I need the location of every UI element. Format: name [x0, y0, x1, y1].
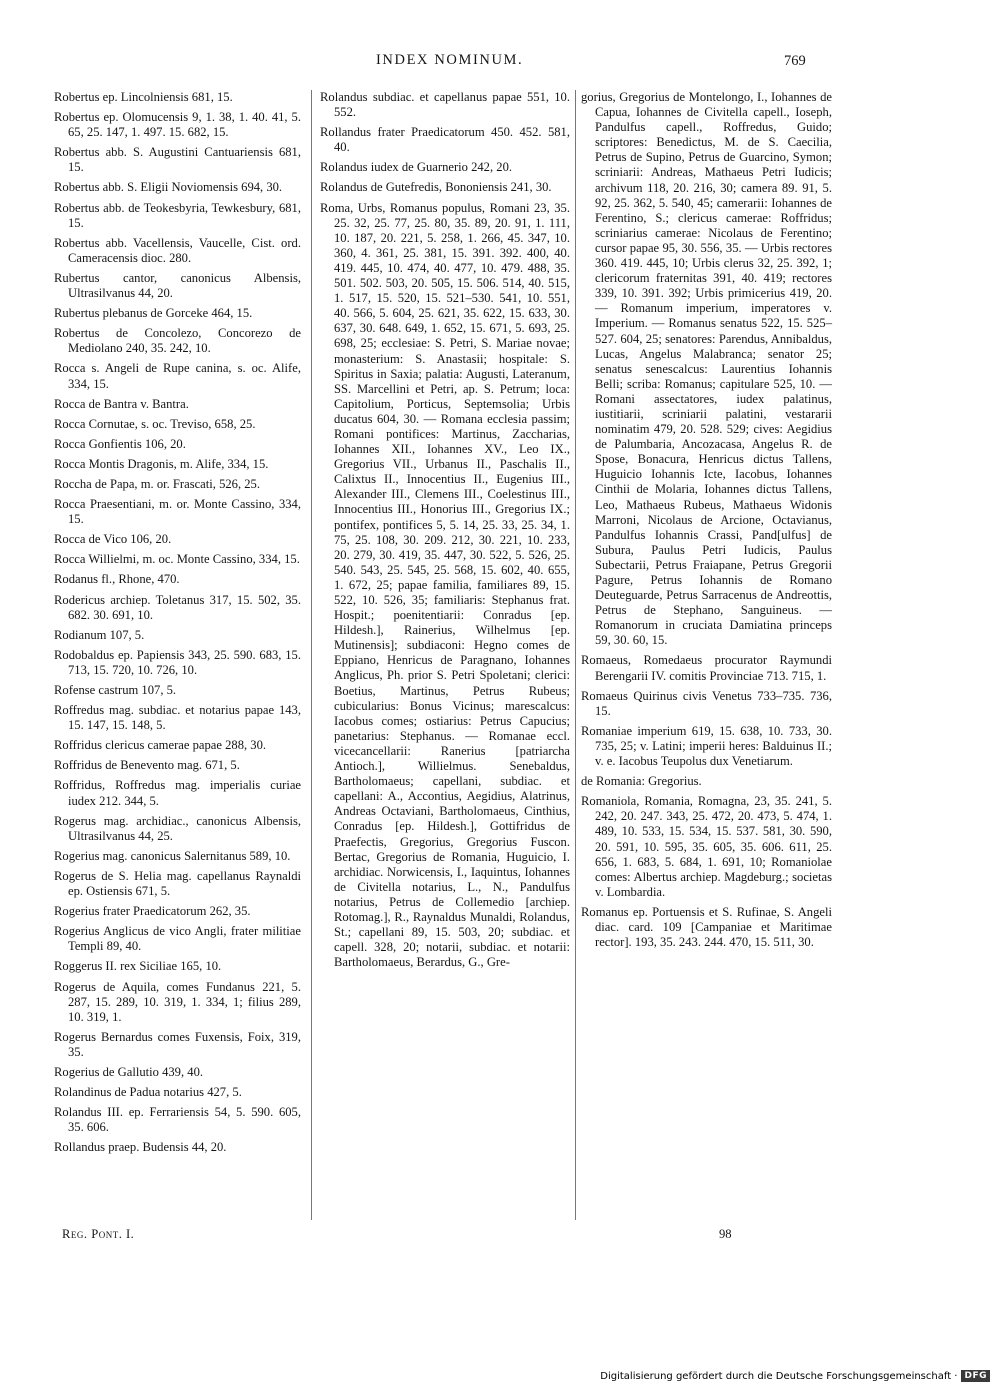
index-entry: Roccha de Papa, m. or. Frascati, 526, 25. [54, 476, 261, 491]
index-column-middle [320, 90, 570, 975]
index-entry: Robertus ep. Olomucensis 9, 1. 38, 1. 40. 41, 5. 65, 25. 147, 1. 497. 15. 682, 15. [54, 110, 301, 140]
index-entry: Rocca s. Angeli de Rupe canina, s. oc. Alife, 334, 15. [54, 361, 301, 391]
index-entry: Rubertus plebanus de Gorceke 464, 15. [54, 306, 253, 321]
index-entry: Rolandus iudex de Guarnerio 242, 20. [320, 160, 513, 175]
index-entry: Rogerius frater Praedicatorum 262, 35. [54, 904, 251, 919]
index-entry: Robertus abb. S. Augustini Cantuariensis 681, 15. [54, 145, 301, 175]
index-entry: Roffredus mag. subdiac. et notarius papae 143, 15. 147, 15. 148, 5. [54, 703, 301, 733]
index-column-right [581, 90, 832, 955]
gathering-signature: 98 [719, 1227, 732, 1241]
running-title: Reg. Pont. I. [62, 1227, 135, 1241]
index-entry: Rodericus archiep. Toletanus 317, 15. 502, 35. 682. 30. 691, 10. [54, 592, 301, 622]
index-entry: gorius, Gregorius de Montelongo, I., Iohannes de Capua, Iohannes de Civitella capell., Ioseph, Pandulfus capell., Roffredus, Guido; scriptores: Benedictus, M. de S. Caecilia, Petrus de Supino, Petrus de Guarcino, Symon; scriniarii: Andreas, Mathaeus Petri Iudicis; archivum 118, 20. 216, 30; camera 89. 91, 5. 92, 25. 362, 5. 540, 45; camerarii: Iohannes de Ferentino, S.; clericus camerae: Roffridus; scriniarius camerae: Nicolaus de Ferentino; cursor papae 95, 30. 556, 35. — Urbis rectores 360. 419. 445, 10; Urbis clerus 32, 25. 392, 1; clericorum fraternitas 391, 40. 419; rectores 339, 10. 391. 392; Urbis primicerius 419, 20. — Romanum imperium, imperatores v. Imperium. — Romanus senatus 522, 15. 525–527. 604, 25; senatores: Parendus, Annibaldus, Lucas, Angelus Malabranca; senator 25; senatus senescalcus: Laurentius Iohannis Belli; scriba: Romanus; capitulare 525, 10. — Romani assectatores, iudex palatinus, iustitiarii, scriniarii palatini, vestararii nominatim 479, 20. 528. 529; cives: Aegidius de Palumbaria, Ancozacasa, Angelus R. de Spose, Bonacura, Henricus dictus Tallens, Huguicio Iohannis Icte, Iacobus, Iohannes Cinthii de Molaria, Iohannes dictus Tallens, Leo, Mathaeus Rubeus, Mathaeus Widonis Marroni, Nicolaus de Arcione, Octavianus, Pandulfus Iohannis Crassi, Pand[ulfus] de Subura, Paulus Petri Iudicis, Paulus Subectarii, Petrus Fraiapane, Petrus Gregorii Pagure, Petrus Iohannis de Romano Deuteguarde, Petrus Sarracenus de Andreottis, Petrus de Stephano, Sanguineus. — Romanorum in cruciata Damiatina princeps 59, 30. 60, 15. [581, 90, 832, 648]
index-entry: Roffridus de Benevento mag. 671, 5. [54, 758, 240, 773]
index-entry: Romaeus Quirinus civis Venetus 733–735. 736, 15. [581, 688, 832, 718]
index-entry: Robertus de Concolezo, Concorezo de Mediolano 240, 35. 242, 10. [54, 326, 301, 356]
index-entry: Rogerius de Gallutio 439, 40. [54, 1064, 204, 1079]
index-entry: Romaniae imperium 619, 15. 638, 10. 733, 30. 735, 25; v. Latini; imperii heres: Balduinus II.; v. e. Iacobus Teupolus dux Venetiarum. [581, 723, 832, 769]
index-entry: Rogerius Anglicus de vico Angli, frater militiae Templi 89, 40. [54, 924, 301, 954]
index-entry: Rolandus de Gutefredis, Bononiensis 241, 30. [320, 180, 552, 195]
index-entry: Rocca de Vico 106, 20. [54, 532, 172, 547]
index-column-left [54, 90, 301, 1160]
index-entry: Rubertus cantor, canonicus Albensis, Ultrasilvanus 44, 20. [54, 270, 301, 301]
index-entry: de Romania: Gregorius. [581, 774, 702, 789]
index-entry: Rogerus Bernardus comes Fuxensis, Foix, 319, 35. [54, 1029, 301, 1059]
digitization-text: Digitalisierung gefördert durch die Deutsche Forschungsgemeinschaft · [600, 1370, 958, 1382]
index-entry: Rocca de Bantra v. Bantra. [54, 396, 189, 411]
index-entry: Rogerus de S. Helia mag. capellanus Raynaldi ep. Ostiensis 671, 5. [54, 868, 301, 899]
index-title: INDEX NOMINUM. [376, 52, 524, 68]
index-entry: Rolandinus de Padua notarius 427, 5. [54, 1085, 242, 1100]
index-entry: Rollandus praep. Budensis 44, 20. [54, 1140, 227, 1155]
column-divider [575, 90, 576, 1220]
index-entry: Rogerus de Aquila, comes Fundanus 221, 5. 287, 15. 289, 10. 319, 1. 334, 1; filius 289, 10. 319, 1. [54, 979, 301, 1024]
index-entry: Rogerus mag. archidiac., canonicus Albensis, Ultrasilvanus 44, 25. [54, 813, 301, 843]
index-entry: Rocca Gonfientis 106, 20. [54, 436, 186, 451]
index-entry: Rolandus III. ep. Ferrariensis 54, 5. 590. 605, 35. 606. [54, 1105, 301, 1135]
index-entry: Rogerius mag. canonicus Salernitanus 589, 10. [54, 848, 291, 863]
index-entry: Romaniola, Romania, Romagna, 23, 35. 241, 5. 242, 20. 247. 343, 25. 472, 20. 473, 5. 474, 1. 489, 10. 533, 15. 534, 15. 537. 581, 30. 590, 20. 591, 10. 595, 35. 605, 35. 606. 611, 25. 656, 1. 683, 5. 684, 1. 691, 10; Romaniolae comes: Albertus archiep. Magdeburg.; societas v. Lombardia. [581, 794, 832, 899]
index-entry: Robertus abb. de Teokesbyria, Tewkesbury, 681, 15. [54, 200, 301, 230]
index-entry: Rocca Cornutae, s. oc. Treviso, 658, 25. [54, 416, 256, 431]
index-entry: Roffridus, Roffredus mag. imperialis curiae iudex 212. 344, 5. [54, 778, 301, 808]
digitization-note [600, 1369, 990, 1383]
index-entry: Rolandus subdiac. et capellanus papae 551, 10. 552. [320, 90, 570, 120]
page-number: 769 [784, 53, 806, 69]
index-entry: Rocca Willielmi, m. oc. Monte Cassino, 334, 15. [54, 552, 300, 567]
index-entry: Rodobaldus ep. Papiensis 343, 25. 590. 683, 15. 713, 15. 720, 10. 726, 10. [54, 647, 301, 677]
page-header [0, 50, 1000, 74]
index-entry: Roma, Urbs, Romanus populus, Romani 23, 35. 25. 32, 25. 77, 25. 80, 35. 89, 20. 91, 1. 111, 10. 187, 20. 221, 5. 258, 1. 266, 45. 347, 10. 360, 4. 361, 25. 381, 15. 391. 392. 400, 40. 419. 445, 10. 474, 40. 477, 10. 479. 488, 35. 501. 502. 503, 20. 505, 15. 506. 514, 40. 515, 1. 517, 15. 520, 15. 521–530. 541, 10. 551, 40. 566, 5. 604, 25. 621, 35. 622, 15. 633, 30. 637, 30. 648. 649, 1. 652, 15. 671, 5. 693, 25. 698, 25; ecclesiae: S. Petri, S. Mariae novae; monasterium: S. Anastasii; hospitale: S. Spiritus in Saxia; palatia: Augusti, Lateranum, SS. Marcellini et Petri, ap. S. Petrum; loca: Capitolium, Porticus, Septemsolia; Urbis ducatus 604, 30. — Romana ecclesia passim; Romani pontifices: Martinus, Zaccharias, Iohannes XII., Iohannes XV., Leo IX., Gregorius VII., Urbanus II., Paschalis II., Calixtus II., Innocentius II., Eugenius III., Alexander III., Clemens III., Coelestinus III., Innocentius III., Honorius III., Gregorius IX.; pontifex, pontifices 5, 5. 14, 25. 33, 25. 34, 1. 75, 25. 108, 30. 209. 212, 30. 221, 10. 233, 20. 279, 30. 419, 35. 447, 30. 522, 5. 526, 25. 540. 543, 25. 545, 25. 568, 15. 602, 40. 655, 1. 672, 25; papae familia, familiares 89, 15. 522, 10. 526, 35; familiaris: Stephanus frat. Hospit.; poenitentiarii: Conradus [ep. Hildesh.], Rainerius, Wilhelmus [ep. Mutinensis]; subdiaconi: Hegno comes de Eppiano, Henricus de Paragnano, Iohannes Anglicus, Ph. prior S. Petri Spoletani; clerici: Boetius, Martinus, Petrus Rubeus; cubicularius: Bonus Vicinus; marescalcus: Iacobus comes; ostiarius: Petrus Capucius; panetarius: Stephanus. — Romanae eccl. vicecancellarii: Ranerius [patriarcha Antioch.], Willielmus. Senebaldus, Bartholomaeus; capellani, subdiac. et capellani: A., Accontius, Aegidius, Alatrinus, Andreas Octaviani, Bartholomaeus, Cinthius, Conradus [ep. Hildesh.], Gottifridus de Praefectis, Gregorius, Gregorius Fuscon. Bertac, Gregorius de Romania, Huguicio, I. archidiac. Norwicensis, I., Iaquintus, Iohannes de Civitella notarius, L., N., Pandulfus notarius, Petrus de Collemedio [archiep. Rotomag.], R., Raynaldus Munaldi, Rolandus, St.; capellani 89, 15. 503, 20; subdiac. et capell. 328, 20; notarii, subdiac. et notarii: Bartholomaeus, Berardus, G., Gre- [320, 200, 570, 970]
index-entry: Roggerus II. rex Siciliae 165, 10. [54, 959, 222, 974]
index-entry: Romaeus, Romedaeus procurator Raymundi Berengarii IV. comitis Provinciae 713. 715, 1. [581, 653, 832, 683]
index-entry: Rofense castrum 107, 5. [54, 683, 177, 697]
index-entry: Rocca Montis Dragonis, m. Alife, 334, 15. [54, 456, 269, 471]
index-entry: Robertus abb. S. Eligii Noviomensis 694, 30. [54, 180, 283, 195]
index-entry: Rodanus fl., Rhone, 470. [54, 572, 180, 587]
dfg-logo: DFG [961, 1370, 990, 1382]
index-entry: Rodianum 107, 5. [54, 627, 145, 642]
column-divider [311, 90, 312, 1220]
index-entry: Rocca Praesentiani, m. or. Monte Cassino, 334, 15. [54, 497, 301, 527]
index-entry: Robertus ep. Lincolniensis 681, 15. [54, 90, 233, 104]
index-entry: Rollandus frater Praedicatorum 450. 452. 581, 40. [320, 125, 570, 155]
index-entry: Robertus abb. Vacellensis, Vaucelle, Cist. ord. Cameracensis dioc. 280. [54, 235, 301, 265]
index-entry: Roffridus clericus camerae papae 288, 30. [54, 738, 267, 753]
index-entry: Romanus ep. Portuensis et S. Rufinae, S. Angeli diac. card. 109 [Campaniae et Maritimae rector]. 193, 35. 243. 244. 470, 15. 511, 30. [581, 904, 832, 950]
